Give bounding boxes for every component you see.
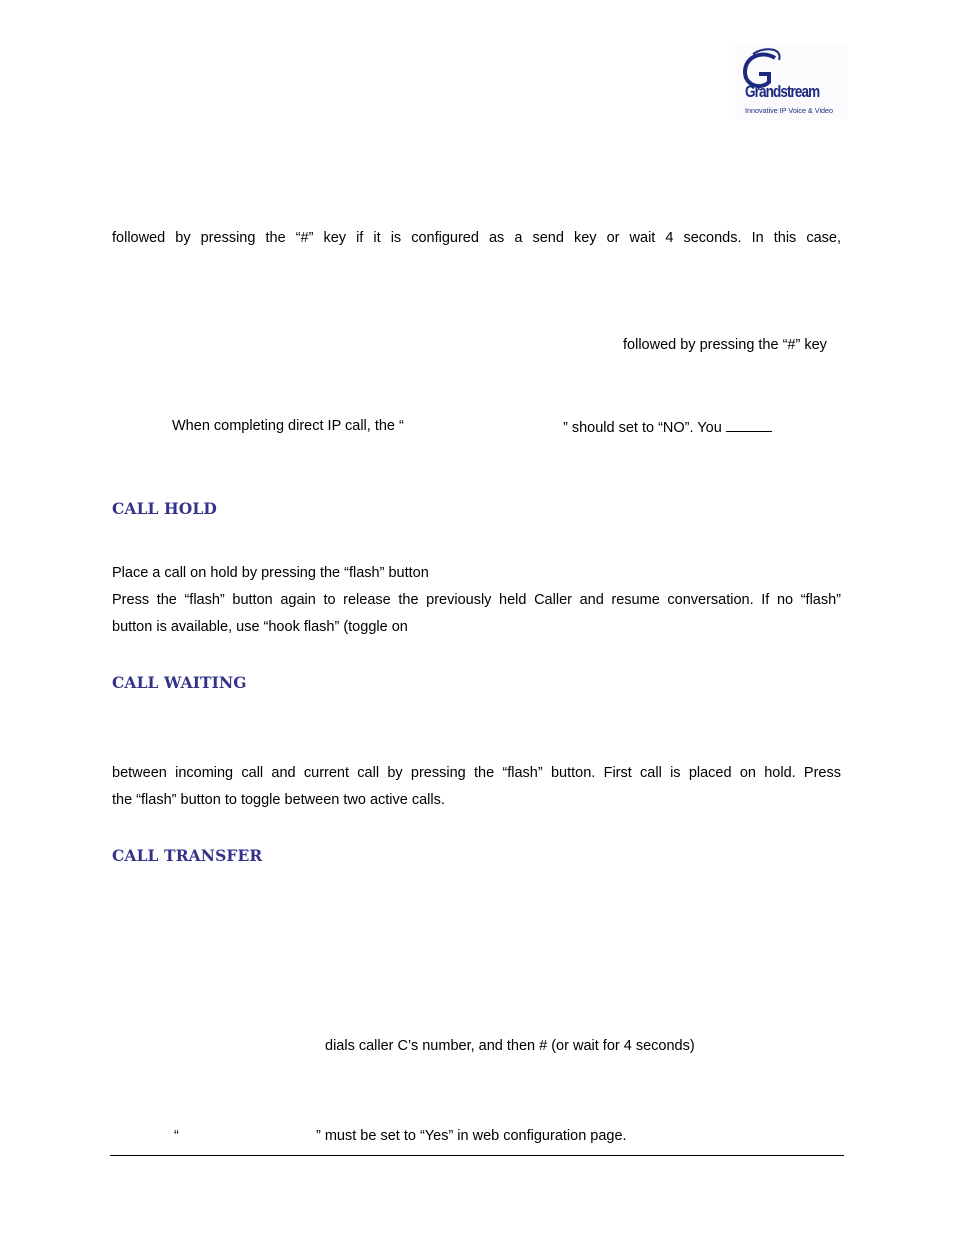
footer-divider (110, 1155, 844, 1156)
paragraph-line: button is available, use “hook flash” (toggle on (112, 619, 408, 635)
grandstream-logo (735, 44, 847, 120)
section-heading-call-waiting: CALL WAITING (112, 673, 247, 692)
paragraph-line: followed by pressing the “#” key (623, 337, 827, 353)
paragraph-line: the “flash” button to toggle between two active calls. (112, 792, 445, 808)
note-text-end: ” must be set to “Yes” in web configuration page. (316, 1128, 627, 1144)
section-heading-call-transfer: CALL TRANSFER (112, 846, 263, 865)
paragraph-line: followed by pressing the “#” key if it is configured as a send key or wait 4 seconds. In this case, (112, 230, 841, 246)
note-quote-open: “ (174, 1128, 179, 1144)
note-text-start: When completing direct IP call, the “ (172, 418, 404, 434)
blank-underline (726, 417, 772, 432)
section-heading-call-hold: CALL HOLD (112, 499, 217, 518)
logo-wordmark: Grandstream (745, 83, 820, 101)
logo-tagline: Innovative IP Voice & Video (745, 106, 834, 115)
paragraph-line: between incoming call and current call by pressing the “flash” button. First call is placed on hold. Press (112, 765, 841, 781)
note-text-end: ” should set to “NO”. You (563, 417, 772, 437)
paragraph-line: dials caller C’s number, and then # (or wait for 4 seconds) (325, 1038, 695, 1054)
paragraph-line: Place a call on hold by pressing the “flash” button (112, 565, 429, 581)
paragraph-line: Press the “flash” button again to release the previously held Caller and resume conversation. If no “flash” (112, 592, 841, 608)
